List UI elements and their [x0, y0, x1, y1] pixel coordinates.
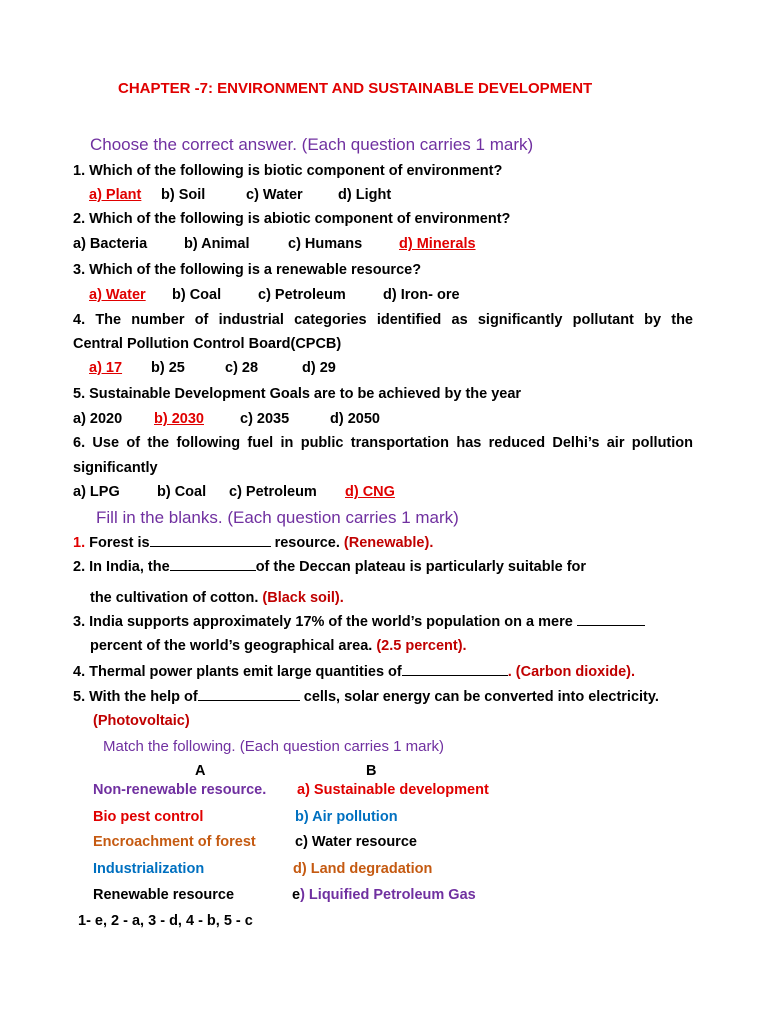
q5-text: 5. Sustainable Development Goals are to be achieved by the year — [73, 386, 522, 402]
q5-option-a: a) 2020 — [73, 411, 123, 427]
chapter-title: CHAPTER -7: ENVIRONMENT AND SUSTAINABLE DEVELOPMENT — [118, 80, 593, 97]
q6-text-line2: significantly — [73, 460, 158, 476]
q5-answer: b) 2030 — [154, 411, 204, 427]
fill-4-pre: 4. Thermal power plants emit large quantities of — [73, 664, 402, 680]
fill-2-answer: (Black soil). — [262, 590, 344, 606]
match-left-5: Renewable resource — [93, 887, 235, 903]
fill-3-line2: percent of the world’s geographical area. — [90, 638, 373, 654]
q6-option-d — [345, 483, 395, 501]
fill-5-blank — [198, 687, 300, 701]
match-column-a-header: A — [195, 763, 206, 779]
q5-option-d: d) 2050 — [330, 411, 380, 427]
q2-option-c: c) Humans — [288, 236, 363, 252]
match-right-2: b) Air pollution — [295, 809, 398, 825]
match-right-5-letter: e — [292, 887, 301, 903]
fill-2-line2 — [90, 589, 344, 607]
q4-option-b: b) 25 — [151, 360, 185, 376]
fill-1-blank — [150, 533, 271, 547]
q3-text: 3. Which of the following is a renewable resource? — [73, 262, 422, 278]
q6-option-c: c) Petroleum — [229, 484, 317, 500]
fill-3 — [73, 612, 645, 631]
q1-option-b: b) Soil — [161, 187, 206, 203]
q1-option-c: c) Water — [246, 187, 303, 203]
fill-4-blank — [402, 662, 508, 676]
match-left-2: Bio pest control — [93, 809, 204, 825]
q4-option-c: c) 28 — [225, 360, 259, 376]
q2-option-d — [399, 235, 476, 253]
q6-option-b: b) Coal — [157, 484, 207, 500]
fill-2-line2-text: the cultivation of cotton. — [90, 590, 259, 606]
q2-text: 2. Which of the following is abiotic component of environment? — [73, 211, 511, 227]
fill-heading: Fill in the blanks. (Each question carries 1 mark) — [96, 508, 459, 527]
fill-1-answer: (Renewable). — [343, 535, 434, 551]
fill-2 — [73, 557, 586, 576]
q3-answer: a) Water — [89, 287, 146, 303]
match-right-1: a) Sustainable development — [297, 782, 489, 798]
fill-2-blank — [170, 557, 256, 571]
q4-answer: a) 17 — [89, 360, 123, 376]
match-left-4: Industrialization — [93, 861, 205, 877]
q4-option-d: d) 29 — [302, 360, 336, 376]
q6-answer: d) CNG — [345, 484, 395, 500]
match-left-1: Non-renewable resource. — [93, 782, 267, 798]
fill-1-number: 1. — [73, 535, 86, 551]
q5-option-b — [154, 410, 204, 428]
q1-option-d: d) Light — [338, 187, 392, 203]
q4-option-a — [89, 359, 122, 377]
fill-3-blank — [577, 612, 645, 626]
q3-option-c: c) Petroleum — [258, 287, 346, 303]
q1-text: 1. Which of the following is biotic component of environment? — [73, 163, 503, 179]
fill-5-pre: 5. With the help of — [73, 689, 198, 705]
fill-2-post: of the Deccan plateau is particularly suitable for — [255, 559, 587, 575]
fill-3-line2-row — [90, 637, 467, 655]
match-right-3: c) Water resource — [295, 834, 417, 850]
fill-1 — [73, 533, 433, 552]
match-left-3: Encroachment of forest — [93, 834, 256, 850]
q1-answer: a) Plant — [89, 187, 142, 203]
mcq-heading: Choose the correct answer. (Each question carries 1 mark) — [90, 135, 534, 154]
q2-option-b: b) Animal — [184, 236, 250, 252]
q2-option-a: a) Bacteria — [73, 236, 148, 252]
q3-option-a — [89, 286, 146, 304]
fill-5-post: cells, solar energy can be converted into electricity. — [303, 689, 659, 705]
fill-4 — [73, 662, 635, 681]
q4-text-line2: Central Pollution Control Board(CPCB) — [73, 336, 342, 352]
match-heading: Match the following. (Each question carries 1 mark) — [103, 738, 444, 755]
fill-3-line1: 3. India supports approximately 17% of the world’s population on a mere — [73, 614, 573, 630]
q2-answer: d) Minerals — [399, 236, 476, 252]
match-right-5-text: ) Liquified Petroleum Gas — [300, 887, 476, 903]
q6-option-a: a) LPG — [73, 484, 120, 500]
match-column-b-header: B — [366, 763, 377, 779]
fill-2-pre: 2. In India, the — [73, 559, 170, 575]
fill-5-answer: (Photovoltaic) — [93, 713, 190, 729]
q4-text-line1: 4. The number of industrial categories identified as significantly pollutant by the — [73, 312, 693, 328]
fill-4-answer: . (Carbon dioxide). — [507, 664, 636, 680]
match-right-4: d) Land degradation — [293, 861, 433, 877]
q6-text-line1: 6. Use of the following fuel in public transportation has reduced Delhi’s air pollution — [73, 435, 693, 451]
q5-option-c: c) 2035 — [240, 411, 290, 427]
q3-option-d: d) Iron- ore — [383, 287, 460, 303]
fill-5 — [73, 687, 659, 706]
q1-option-a — [89, 186, 141, 204]
match-answer-key: 1- e, 2 - a, 3 - d, 4 - b, 5 - c — [78, 913, 253, 929]
fill-1-pre: Forest is — [89, 535, 150, 551]
match-right-5 — [292, 886, 476, 904]
fill-1-post: resource. — [274, 535, 340, 551]
fill-3-answer: (2.5 percent). — [376, 638, 467, 654]
q3-option-b: b) Coal — [172, 287, 222, 303]
